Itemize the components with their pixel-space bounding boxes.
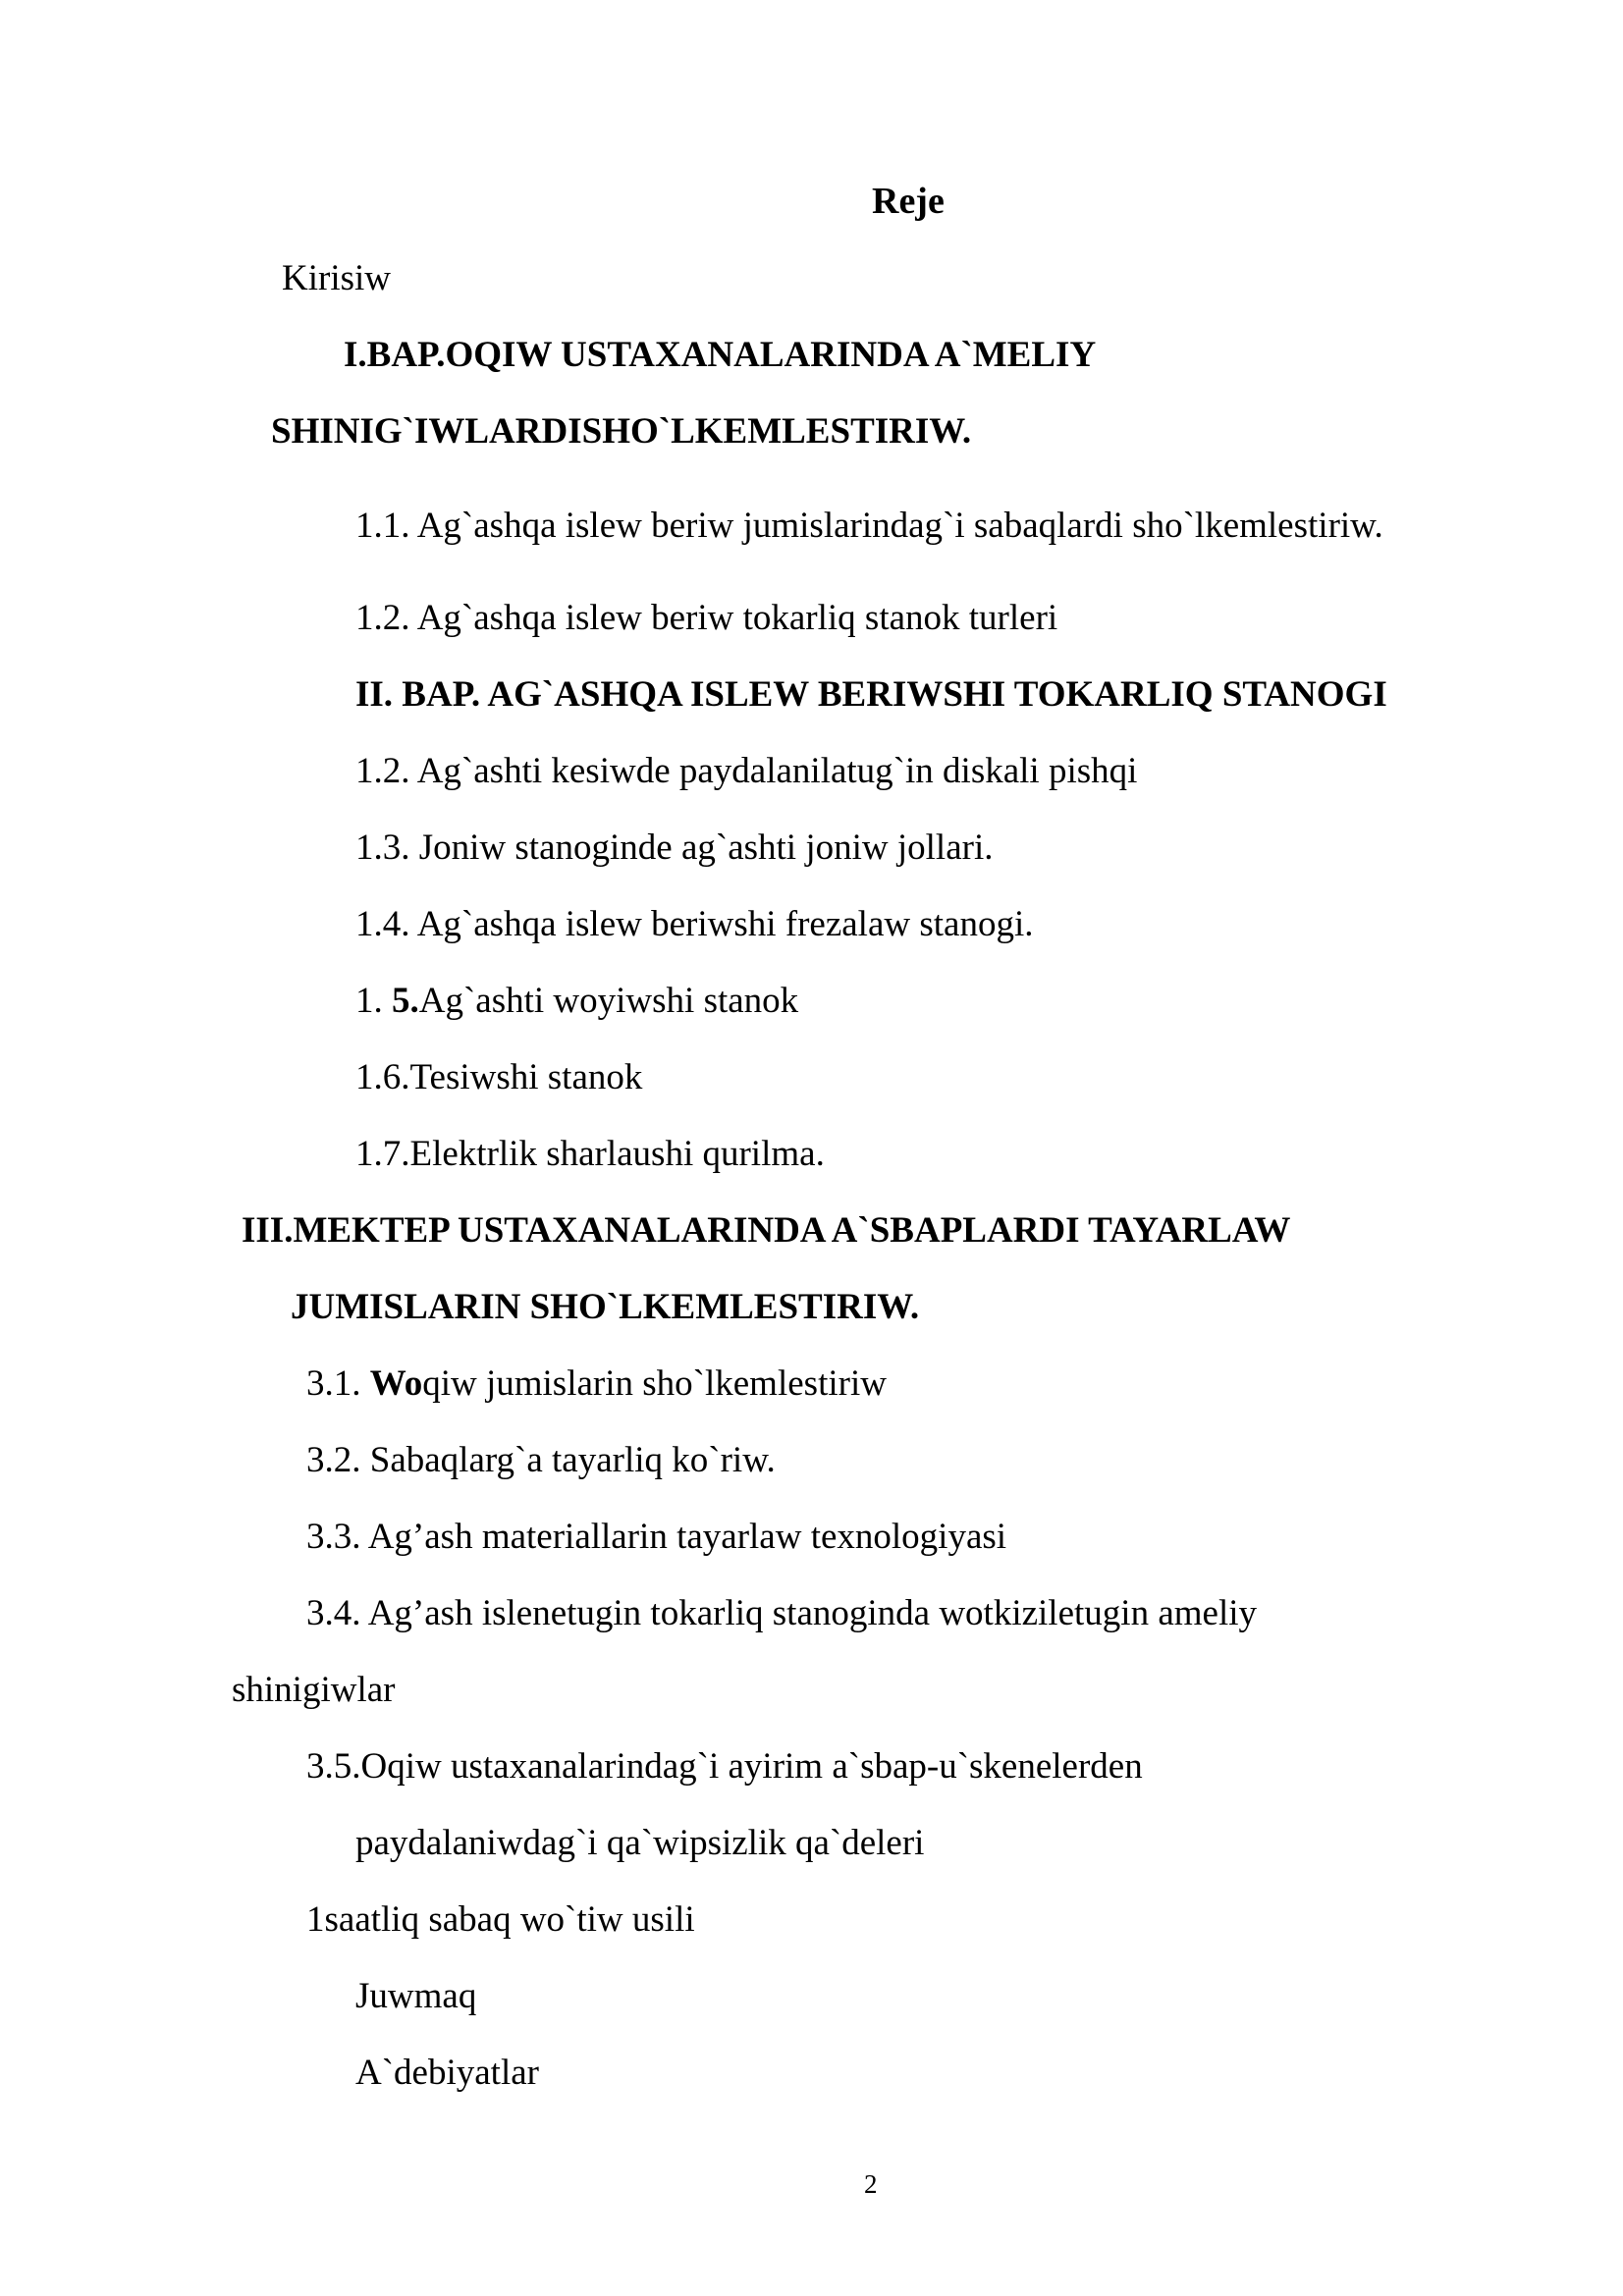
toc-item xyxy=(306,1362,887,1406)
toc-item-bold-text: Wo xyxy=(369,1363,423,1404)
toc-item xyxy=(355,980,798,1023)
toc-item-bold-number: 5. xyxy=(392,981,419,1021)
chapter2-heading: II. BAP. AG`ASHQA ISLEW BERIWSHI TOKARLIQ STANOGI xyxy=(355,674,1387,715)
toc-item: 3.4. Ag’ash islenetugin tokarliq stanoginda wotkiziletugin ameliy xyxy=(306,1593,1257,1633)
toc-item: 3.2. Sabaqlarg`a tayarliq ko`riw. xyxy=(306,1440,776,1480)
chapter1-heading-line1: I.BAP.OQIW USTAXANALARINDA A`MELIY xyxy=(344,335,1097,375)
toc-item: 1.1. Ag`ashqa islew beriw jumislarindag`i sabaqlardi sho`lkemlestiriw. xyxy=(355,506,1383,546)
toc-item: 1.4. Ag`ashqa islew beriwshi frezalaw stanogi. xyxy=(355,904,1034,944)
toc-item: 3.3. Ag’ash materiallarin tayarlaw texnologiyasi xyxy=(306,1517,1007,1557)
toc-item: 1.3. Joniw stanoginde ag`ashti joniw jollari. xyxy=(355,828,994,868)
toc-item-prefix: 3.1. xyxy=(306,1363,370,1404)
toc-item: 3.5.Oqiw ustaxanalarindag`i ayirim a`sbap-u`skenelerden xyxy=(306,1746,1143,1787)
toc-item-text: Ag`ashti woyiwshi stanok xyxy=(418,981,799,1021)
toc-item-continuation: shinigiwlar xyxy=(232,1670,396,1710)
toc-item-continuation: paydalaniwdag`i qa`wipsizlik qa`deleri xyxy=(355,1823,925,1863)
toc-item: 1.2. Ag`ashqa islew beriw tokarliq stanok turleri xyxy=(355,598,1058,638)
toc-item: 1.2. Ag`ashti kesiwde paydalanilatug`in diskali pishqi xyxy=(355,751,1138,791)
toc-item: 1.6.Tesiwshi stanok xyxy=(355,1057,643,1097)
intro-item: Kirisiw xyxy=(282,258,391,298)
toc-item-prefix: 1. xyxy=(355,981,392,1021)
lesson-method-item: 1saatliq sabaq wo`tiw usili xyxy=(306,1899,695,1940)
page-title: Reje xyxy=(872,181,945,222)
toc-item-text: qiw jumislarin sho`lkemlestiriw xyxy=(422,1363,887,1404)
chapter1-heading-line2: SHINIG`IWLARDISHO`LKEMLESTIRIW. xyxy=(271,411,972,452)
page-number: 2 xyxy=(864,2169,878,2199)
conclusion-item: Juwmaq xyxy=(355,1976,477,2016)
chapter3-heading-line2: JUMISLARIN SHO`LKEMLESTIRIW. xyxy=(291,1287,920,1327)
references-item: A`debiyatlar xyxy=(355,2053,539,2093)
toc-item: 1.7.Elektrlik sharlaushi qurilma. xyxy=(355,1134,825,1174)
chapter3-heading-line1: III.MEKTEP USTAXANALARINDA A`SBAPLARDI TAYARLAW xyxy=(242,1210,1291,1251)
